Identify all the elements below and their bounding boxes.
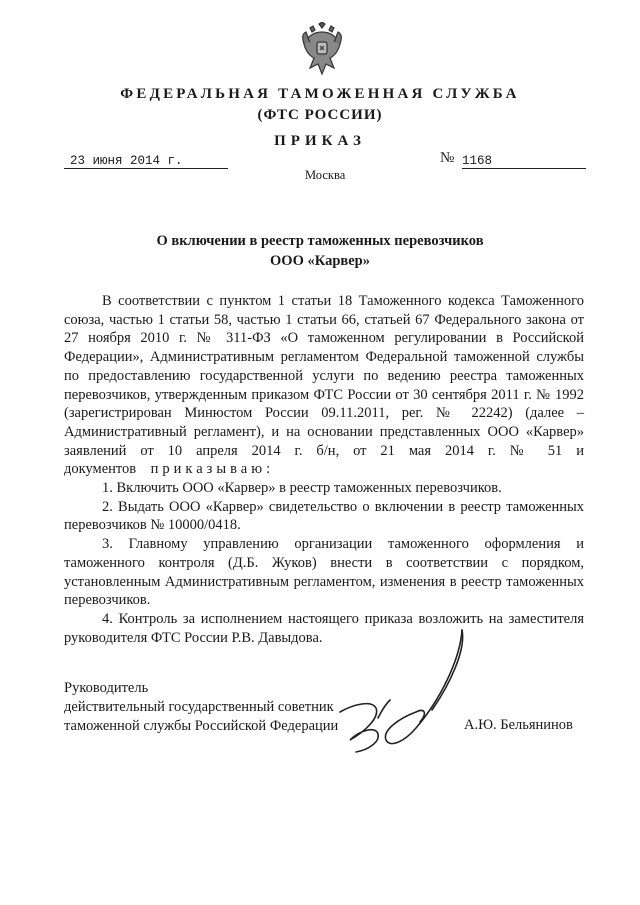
handwritten-signature-icon — [320, 600, 490, 760]
signatory-title — [64, 679, 364, 736]
signatory-title-line-2: действительный государственный советник — [64, 699, 334, 715]
double-headed-eagle-emblem-icon — [300, 22, 344, 78]
order-item: 3. Главному управлению организации таможенного оформления и таможенного контроля (Д.Б. Жуков) внести в соответствии с порядком, установленным Административным регламентом, изменения в реестр таможенных перевозчиков. — [64, 536, 584, 609]
order-date: 23 июня 2014 г. — [64, 154, 228, 169]
intro-text: В соответствии с пунктом 1 статьи 18 Таможенного кодекса Таможенного союза, частью 1 статьи 58, частью 1 статьи 66, статьей 67 Федерального закона от 27 ноября 2010 г. № 311-ФЗ «О таможенном регулировании в Российской Федерации», Административным регламентом Федеральной таможенной службы по предоставлению государственной услуги по ведению реестра таможенных перевозчиков, утвержденным приказом ФТС России от 30 сентября 2011 г. № 1992 (зарегистрирован Минюстом России 09.11.2011, рег. № 22242) (далее – Административный регламент), и на основании представленных ООО «Карвер» заявлений от 10 апреля 2014 г. б/н, от 21 мая 2014 г. № 51 и документов — [64, 293, 584, 478]
signatory-title-line-3: таможенной службы Российской Федерации — [64, 718, 339, 734]
order-title-line-1: О включении в реестр таможенных перевозчиков — [156, 233, 484, 249]
order-item: 1. Включить ООО «Карвер» в реестр таможенных перевозчиков. — [102, 480, 502, 497]
intro-paragraph — [64, 292, 584, 479]
signatory-title-line-1: Руководитель — [64, 680, 149, 696]
order-city: Москва — [305, 168, 346, 182]
signatory-name: А.Ю. Бельянинов — [464, 717, 573, 733]
number-sign: № — [440, 150, 455, 166]
order-word: приказываю: — [150, 461, 275, 478]
agency-name: ФЕДЕРАЛЬНАЯ ТАМОЖЕННАЯ СЛУЖБА — [120, 86, 520, 102]
order-number: 1168 — [462, 154, 586, 169]
agency-short-name: (ФТС РОССИИ) — [257, 107, 383, 123]
order-title-line-2: ООО «Карвер» — [270, 253, 370, 269]
order-item: 4. Контроль за исполнением настоящего приказа возложить на заместителя руководителя ФТС России Р.В. Давыдова. — [64, 610, 584, 646]
order-item: 2. Выдать ООО «Карвер» свидетельство о включении в реестр таможенных перевозчиков № 10000/0418. — [64, 498, 584, 534]
order-body — [64, 292, 584, 647]
document-type: ПРИКАЗ — [274, 133, 366, 149]
